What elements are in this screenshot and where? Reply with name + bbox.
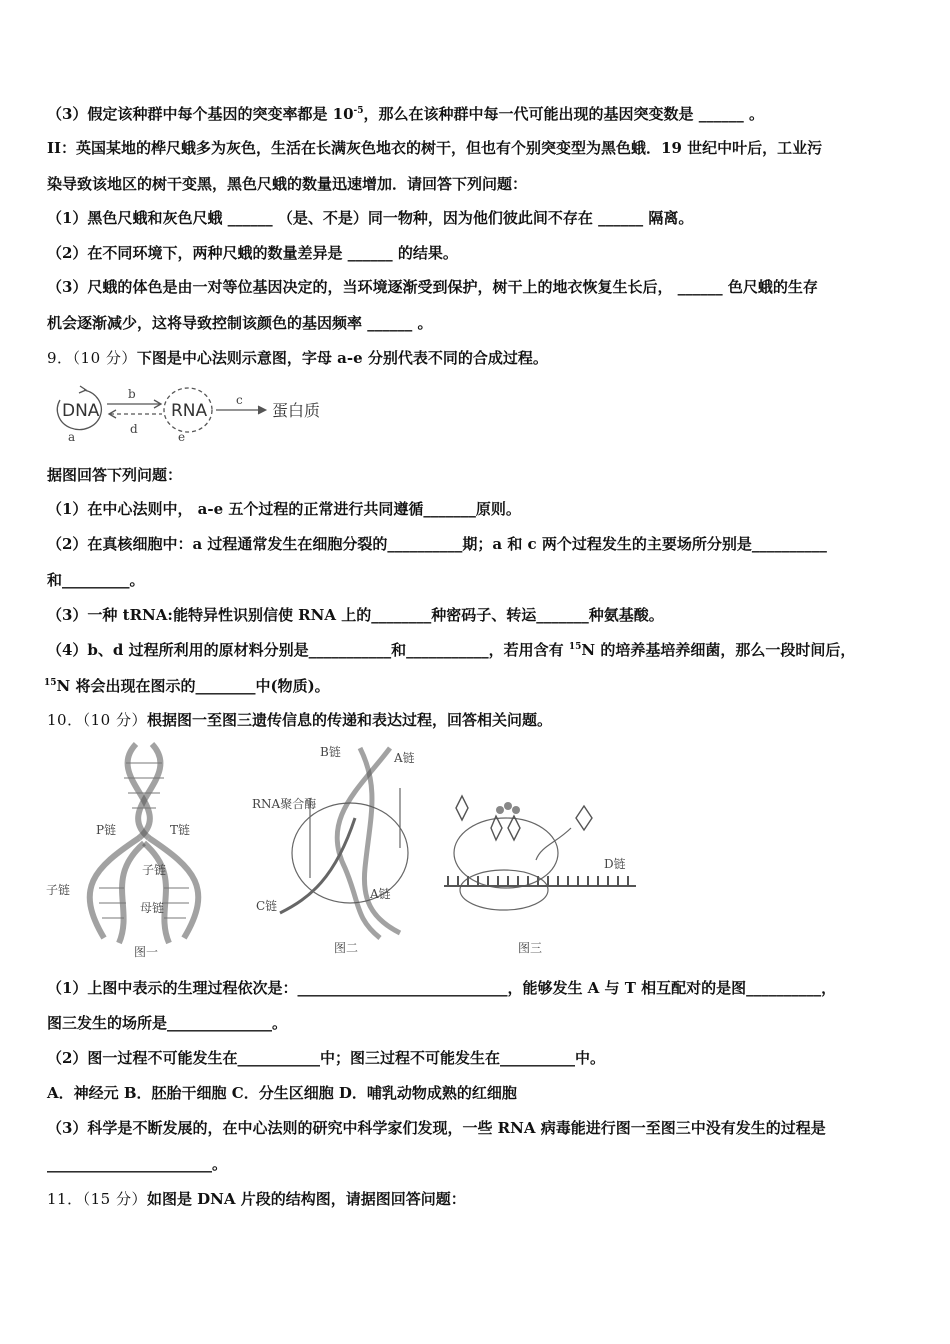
q8-part1-question3: （3）假定该种群中每个基因的突变率都是 $10^{-5}$，那么在该种群中每一代可能出现的基因突变数是 ______ 。: [47, 105, 764, 123]
q10-header: [47, 710, 552, 730]
figure2-caption: 图二: [334, 941, 359, 955]
label-c: c: [236, 393, 243, 407]
protein-label: 蛋白质: [272, 401, 321, 420]
label-mother-chain: 母链: [140, 901, 165, 915]
q11-header: [47, 1189, 466, 1209]
label-a: a: [68, 430, 76, 442]
q8-part2-intro-line2: 染导致该地区的树干变黑，黑色尺蛾的数量迅速增加．请回答下列问题：: [47, 175, 528, 193]
figure2-transcription: [250, 738, 425, 963]
q10-question3-line1: （3）科学是不断发展的，在中心法则的研究中科学家们发现，一些 RNA 病毒能进行图一至图三中没有发生的过程是: [47, 1119, 826, 1137]
label-a-chain-bottom: A链: [370, 887, 391, 901]
central-dogma-diagram: [50, 376, 340, 442]
q10-question1-line2: 图三发生的场所是______________。: [47, 1014, 288, 1032]
q10-number: 10．（10 分）: [47, 711, 147, 729]
q9-number: 9．（10 分）: [47, 349, 137, 367]
label-d-chain: D链: [604, 857, 626, 871]
q9-question3: （3）一种 tRNA:能特异性识别信使 RNA 上的________种密码子、转运_______种氨基酸。: [47, 606, 664, 624]
q9-header: [47, 348, 548, 368]
trna-left: [456, 796, 468, 820]
q10-options: A．神经元 B．胚胎干细胞 C．分生区细胞 D．哺乳动物成熟的红细胞: [47, 1084, 517, 1102]
trna-entry-arrow: [536, 828, 571, 860]
q9-question4-line2: $^{15}$N 将会出现在图示的________中(物质)。: [44, 677, 330, 695]
label-t-chain: T链: [170, 823, 191, 837]
figure3-caption: 图三: [518, 941, 543, 955]
figure3-translation: [436, 788, 644, 963]
label-b-chain: B链: [320, 745, 341, 759]
trna-center-2: [508, 816, 520, 840]
q9-intro: 据图回答下列问题：: [47, 466, 183, 484]
dna-arrowhead: [79, 386, 86, 393]
dna-label: DNA: [62, 401, 100, 421]
q8-part2-question1: （1）黑色尺蛾和灰色尺蛾 ______ （是、不是）同一物种，因为他们彼此间不存在 ______ 隔离。: [47, 209, 694, 227]
q8-part2-question2: （2）在不同环境下，两种尺蛾的数量差异是 ______ 的结果。: [47, 244, 458, 262]
q8-part2-question3-line1: （3）尺蛾的体色是由一对等位基因决定的，当环境逐渐受到保护，树干上的地衣恢复生长后， ______ 色尺蛾的生存: [47, 278, 818, 296]
trna-right: [576, 806, 592, 830]
q9-question2-line2: 和_________。: [47, 571, 145, 589]
label-child-chain: 子链: [46, 883, 71, 897]
label-e: e: [178, 430, 186, 442]
c-arrowhead: [258, 406, 266, 414]
q11-stem: 如图是 DNA 片段的结构图，请据图回答问题：: [146, 1190, 466, 1208]
label-child-chain-top: 子链: [142, 863, 167, 877]
q9-question2-line1: （2）在真核细胞中：a 过程通常发生在细胞分裂的__________期；a 和 c 两个过程发生的主要场所分别是__________: [47, 535, 827, 553]
q11-number: 11．（15 分）: [47, 1190, 147, 1208]
label-c-chain: C链: [256, 899, 278, 913]
label-d: d: [130, 422, 138, 436]
label-p-chain: P链: [96, 823, 117, 837]
q9-stem: 下图是中心法则示意图，字母 a-e 分别代表不同的合成过程。: [136, 349, 548, 367]
figure1-dna-replication: [44, 738, 244, 963]
q9-question1: （1）在中心法则中， a-e 五个过程的正常进行共同遵循_______原则。: [47, 500, 521, 518]
figure1-caption: 图一: [134, 945, 159, 959]
label-b: b: [128, 387, 136, 401]
q10-question1-line1: （1）上图中表示的生理过程依次是：____________________________，能够发生 A 与 T 相互配对的是图__________，: [47, 979, 837, 997]
q8-part2-question3-line2: 机会逐渐减少，这将导致控制该颜色的基因频率 ______ 。: [47, 314, 433, 332]
right-template-strand: [144, 843, 169, 943]
q9-question4-line1: （4）b、d 过程所利用的原材料分别是___________和___________，若用含有 $^{15}$N 的培养基培养细菌，那么一段时间后，: [47, 641, 856, 659]
q10-question3-line2: ______________________。: [47, 1155, 228, 1173]
left-template-strand: [119, 843, 144, 943]
q8-part2-intro-line1: II：英国某地的桦尺蛾多为灰色，生活在长满灰色地衣的树干，但也有个别突变型为黑色蛾．19 世纪中叶后，工业污: [47, 139, 823, 157]
q10-question2: （2）图一过程不可能发生在___________中；图三过程不可能发生在__________中。: [47, 1049, 605, 1067]
ribosome-small-subunit: [460, 870, 548, 910]
q10-stem: 根据图一至图三遗传信息的传递和表达过程，回答相关问题。: [146, 711, 552, 729]
rna-label: RNA: [171, 401, 208, 421]
label-a-chain-top: A链: [394, 751, 415, 765]
label-rna-polymerase: RNA聚合酶: [252, 797, 317, 811]
